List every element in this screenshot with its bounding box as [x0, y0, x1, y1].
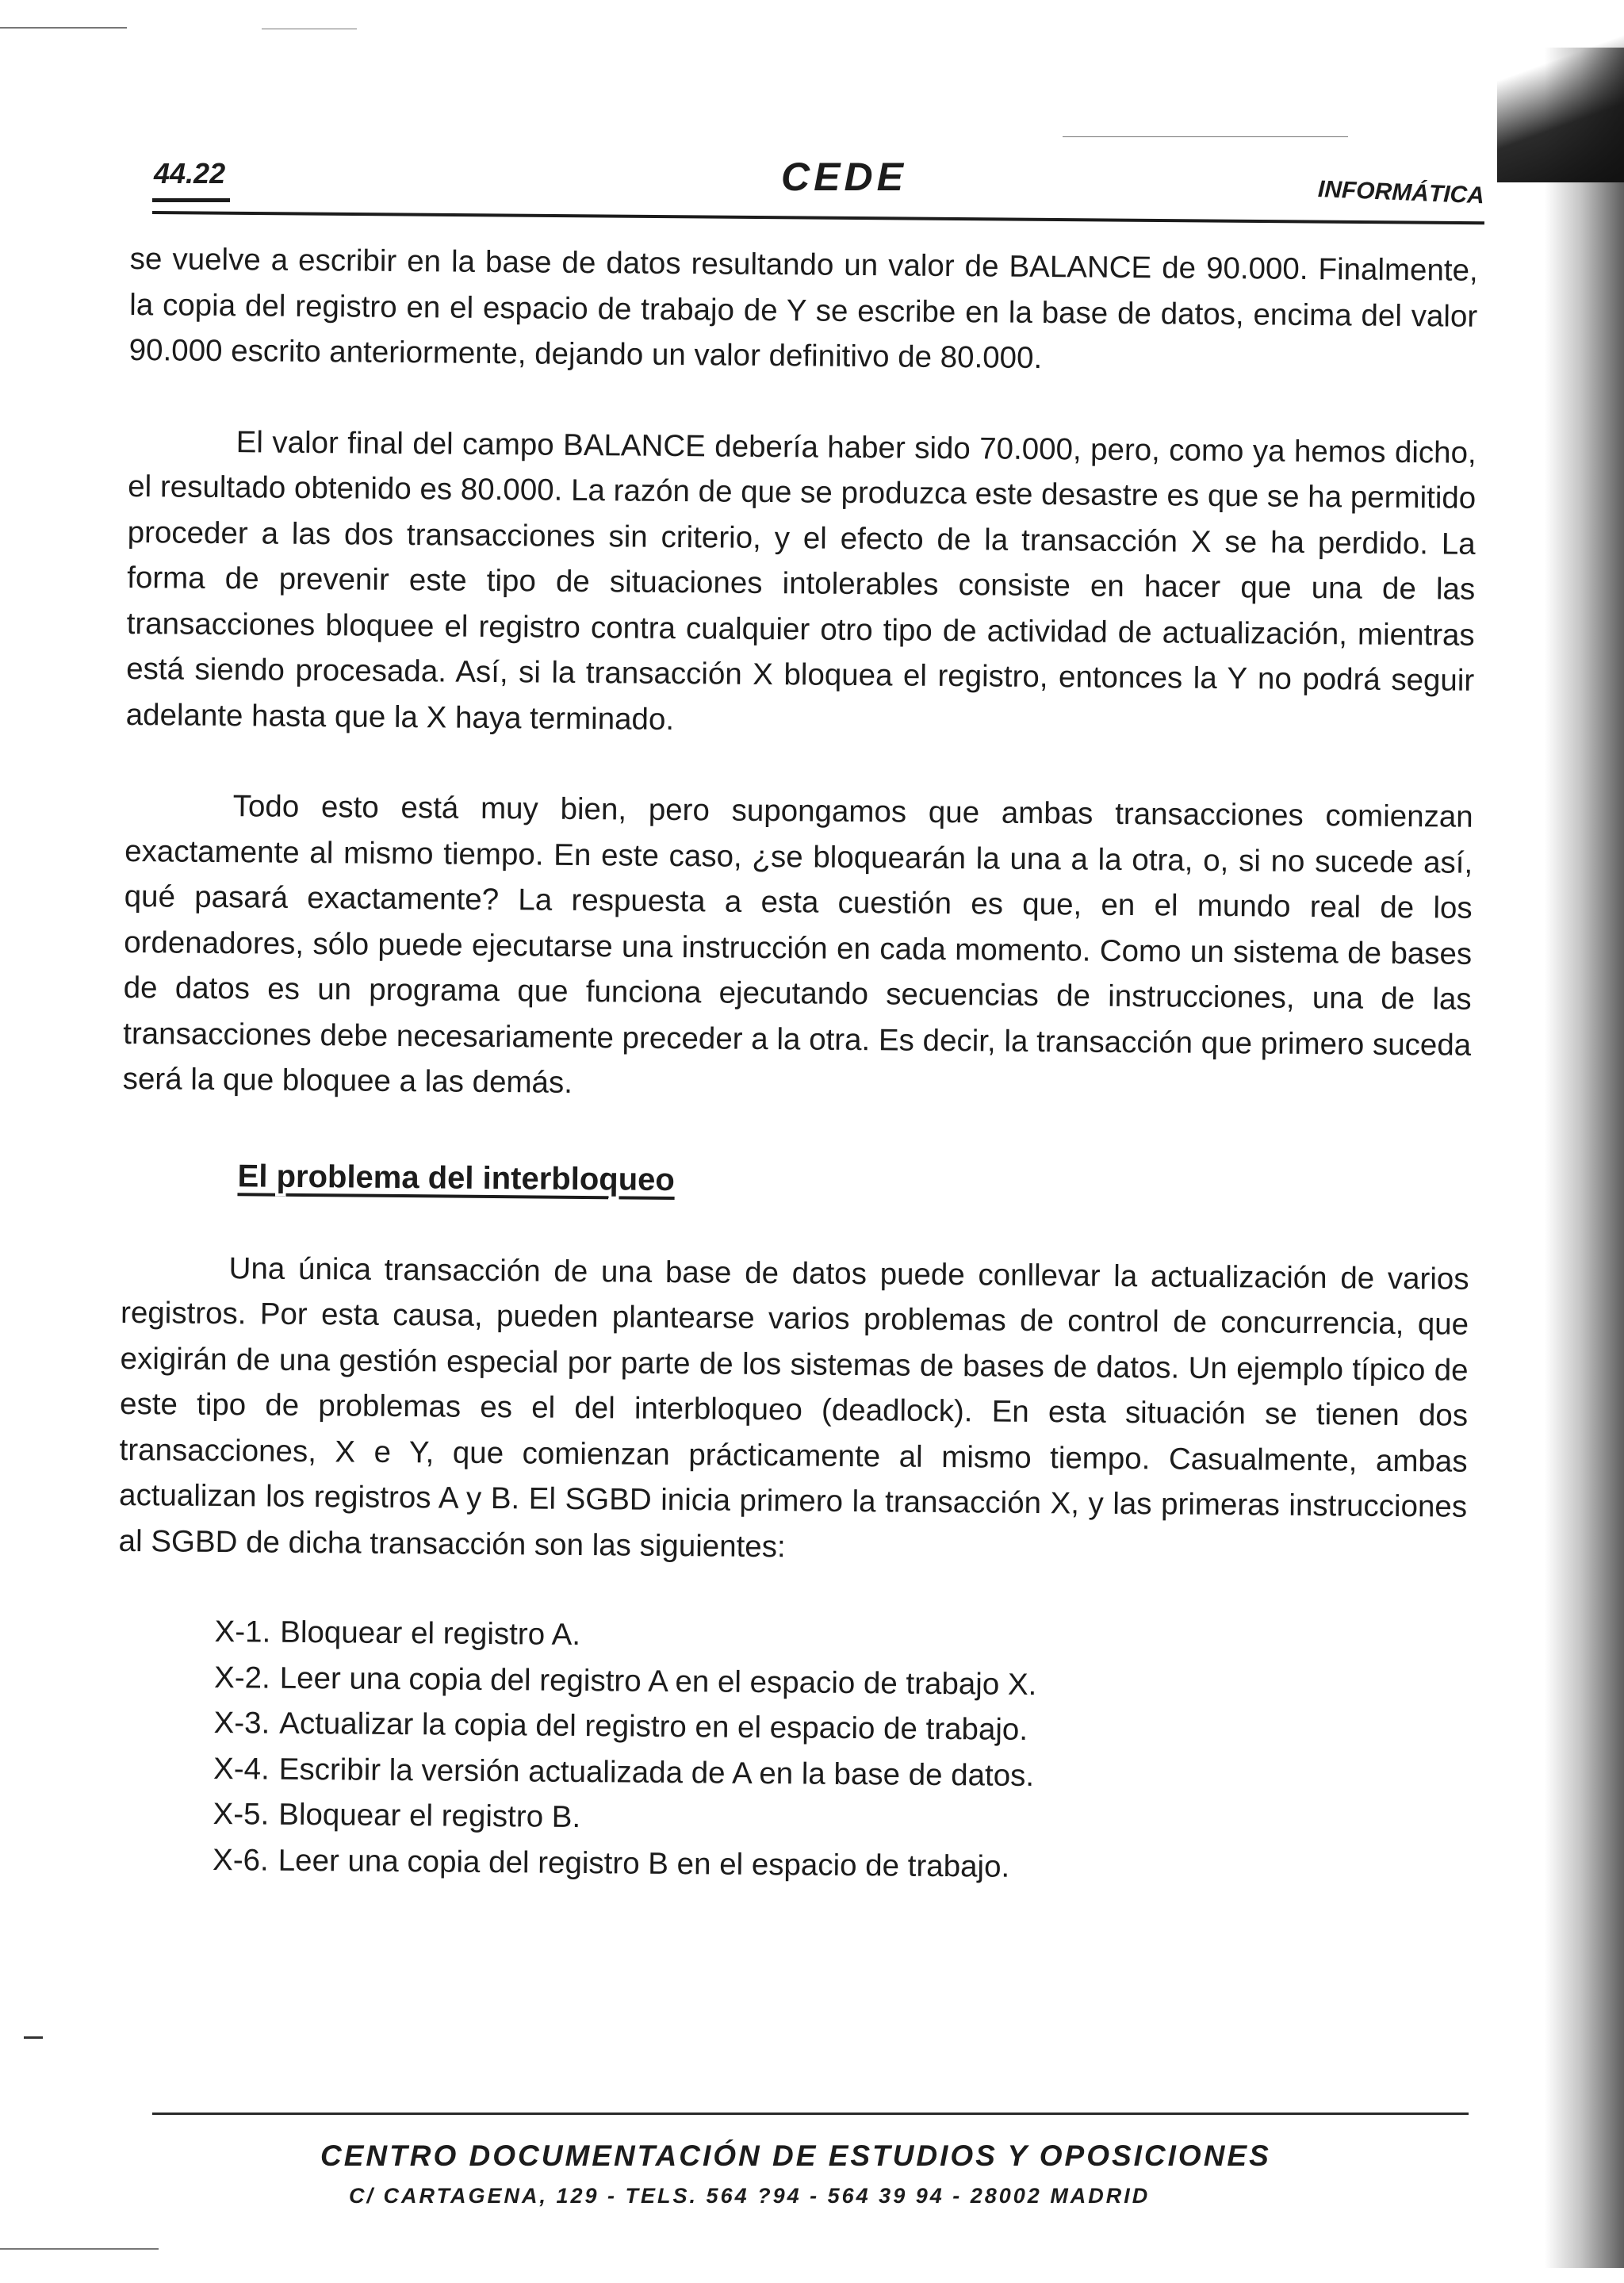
step-code: X-2. [213, 1660, 270, 1695]
scan-edge-shadow [1545, 48, 1624, 2268]
header-rule-accent [152, 198, 230, 202]
step-code: X-6. [212, 1842, 269, 1878]
scan-artifact-line [24, 2036, 43, 2039]
body-paragraph: El valor final del campo BALANCE debería haber sido 70.000, pero, como ya hemos dicho, el resultado obtenido es 80.000. La razón de que se produzca este desastre es que se ha permitido proceder a las dos transacciones sin criterio, y el efecto de la transacción X se ha perdido. La forma de prevenir este tipo de situaciones intolerables consiste en hacer que una de las transacciones bloquee el registro contra cualquier otro tipo de actividad de actualización, mientras está siendo procesada. Así, si la transacción X bloquea el registro, entonces la Y no podrá seguir adelante hasta que la X haya terminado. [125, 424, 1477, 737]
scan-corner-shadow [1497, 32, 1624, 182]
step-text: Bloquear el registro B. [278, 1797, 581, 1835]
step-text: Escribir la versión actualizada de A en la base de datos. [278, 1752, 1035, 1793]
step-code: X-5. [213, 1796, 270, 1832]
body-paragraph: Una única transacción de una base de datos puede conllevar la actualización de varios registros. Por esta causa, pueden plantearse varios problemas de control de concurrencia, que exigirán de una gestión especial por parte de los sistemas de bases de datos. Un ejemplo típico de este tipo de problemas es el del interbloqueo (deadlock). En esta situación se tienen dos transacciones, X e Y, que comienzan prácticamente al mismo tiempo. Casualmente, ambas actualizan los registros A y B. El SGBD inicia primero la transacción X, y las primeras instrucciones al SGBD de dicha transacción son las siguientes: [118, 1251, 1469, 1564]
step-text: Leer una copia del registro B en el espacio de trabajo. [278, 1843, 1010, 1884]
step-code: X-4. [213, 1751, 270, 1787]
publisher-logo: CEDE [781, 155, 907, 199]
step-text: Actualizar la copia del registro en el espacio de trabajo. [279, 1706, 1028, 1747]
footer-address: C/ CARTAGENA, 129 - TELS. 564 ?94 - 564 39 94 - 28002 MADRID [349, 2184, 1151, 2208]
step-code: X-1. [214, 1614, 271, 1649]
header-rule [152, 211, 1484, 224]
section-label: INFORMÁTICA [1317, 176, 1485, 209]
section-heading: El problema del interbloqueo [237, 1158, 676, 1197]
step-text: Bloquear el registro A. [280, 1615, 581, 1653]
footer-rule [152, 2113, 1469, 2115]
step-code: X-3. [213, 1705, 270, 1741]
scan-artifact-line [1063, 136, 1348, 137]
body-paragraph: Todo esto está muy bien, pero supongamos que ambas transacciones comienzan exactamente al mismo tiempo. En este caso, ¿se bloquearán la una a la otra, o, si no sucede así, qué pasará exactamente? La respuesta a esta cuestión es que, en el mundo real de los ordenadores, sólo puede ejecutarse una instrucción en cada momento. Como un sistema de bases de datos es un programa que funciona ejecutando secuencias de instrucciones, una de las transacciones debe necesariamente preceder a la otra. Es decir, la transacción que primero suceda será la que bloquee a las demás. [122, 789, 1473, 1100]
step-text: Leer una copia del registro A en el espacio de trabajo X. [279, 1661, 1037, 1702]
body-paragraph: se vuelve a escribir en la base de datos resultando un valor de BALANCE de 90.000. Finalmente, la copia del registro en el espacio de trabajo de Y se escribe en la base de datos, encima del valor 90.000 escrito anteriormente, dejando un valor definitivo de 80.000. [128, 241, 1478, 376]
page-number: 44.22 [154, 157, 226, 190]
scan-artifact-line [0, 2248, 159, 2250]
step-list [213, 1609, 1466, 1894]
scan-artifact-line [0, 27, 127, 29]
page-body [116, 236, 1478, 1894]
footer-organization: CENTRO DOCUMENTACIÓN DE ESTUDIOS Y OPOSICIONES [320, 2139, 1271, 2172]
